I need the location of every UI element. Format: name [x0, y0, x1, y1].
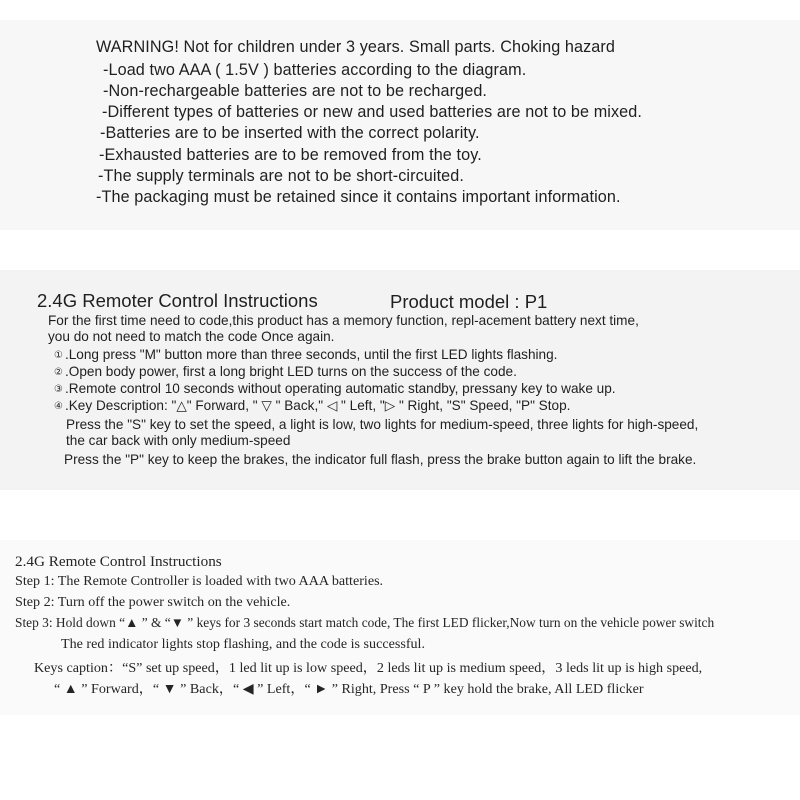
item-number: ④ — [54, 401, 63, 412]
item-number: ① — [54, 350, 63, 361]
keys-caption: Keys caption：“S” set up speed，1 led lit up is low speed，2 leds lit up is medium speed，3 leds lit up is high speed, — [34, 660, 703, 676]
instruction-item — [54, 347, 557, 362]
instruction-item — [54, 398, 570, 414]
step-3-continued: The red indicator lights stop flashing, and the code is successful. — [61, 636, 426, 652]
remote-steps-section — [0, 540, 800, 715]
product-model: Product model : P1 — [390, 291, 548, 312]
key-detail-line: Press the "S" key to set the speed, a light is low, two lights for medium-speed, three lights for high-speed, — [66, 417, 699, 432]
remote-instructions-section — [0, 270, 800, 490]
warning-line: -Non-rechargeable batteries are not to be recharged. — [103, 82, 488, 100]
warning-line: -Different types of batteries or new and used batteries are not to be mixed. — [102, 103, 642, 121]
item-text: .Long press "M" button more than three seconds, until the first LED lights flashing. — [64, 347, 558, 362]
warning-line: -Batteries are to be inserted with the correct polarity. — [100, 124, 480, 142]
item-text: .Remote control 10 seconds without operating automatic standby, pressany key to wake up. — [64, 381, 616, 396]
item-number: ③ — [54, 384, 63, 395]
remote-title: 2.4G Remoter Control Instructions — [37, 290, 318, 311]
warning-line: -The supply terminals are not to be short-circuited. — [98, 167, 464, 185]
step-3: Step 3: Hold down “▲ ” & “▼ ” keys for 3 seconds start match code, The first LED flicker,Now turn on the vehicle power switch — [15, 615, 715, 630]
intro-line: you do not need to match the code Once again. — [48, 329, 335, 344]
key-detail-line: Press the "P" key to keep the brakes, the indicator full flash, press the brake button again to lift the brake. — [64, 452, 697, 467]
intro-line: For the first time need to code,this product has a memory function, repl-acement battery next time, — [48, 313, 639, 328]
step-1: Step 1: The Remote Controller is loaded with two AAA batteries. — [15, 573, 384, 589]
item-text: .Open body power, first a long bright LED turns on the success of the code. — [64, 364, 517, 379]
instruction-item — [54, 381, 616, 396]
warning-line: -Load two AAA ( 1.5V ) batteries according to the diagram. — [103, 61, 527, 79]
warning-line: -The packaging must be retained since it contains important information. — [96, 188, 621, 206]
steps-title: 2.4G Remote Control Instructions — [15, 553, 222, 570]
key-detail-line: the car back with only medium-speed — [66, 433, 291, 448]
direction-keys: “ ▲ ” Forward，“ ▼ ” Back，“ ◀ ” Left，“ ► ” Right, Press “ P ” key hold the brake, All LED flicker — [54, 681, 644, 697]
item-text: .Key Description: "△" Forward, " ▽ " Back," ◁ " Left, "▷ " Right, "S" Speed, "P" Stop. — [64, 398, 571, 413]
instruction-item — [54, 364, 517, 379]
warning-heading: WARNING! Not for children under 3 years. Small parts. Choking hazard — [96, 38, 616, 56]
item-number: ② — [54, 367, 63, 378]
warning-section — [0, 20, 800, 230]
step-2: Step 2: Turn off the power switch on the vehicle. — [15, 594, 291, 610]
warning-line: -Exhausted batteries are to be removed from the toy. — [99, 146, 482, 164]
